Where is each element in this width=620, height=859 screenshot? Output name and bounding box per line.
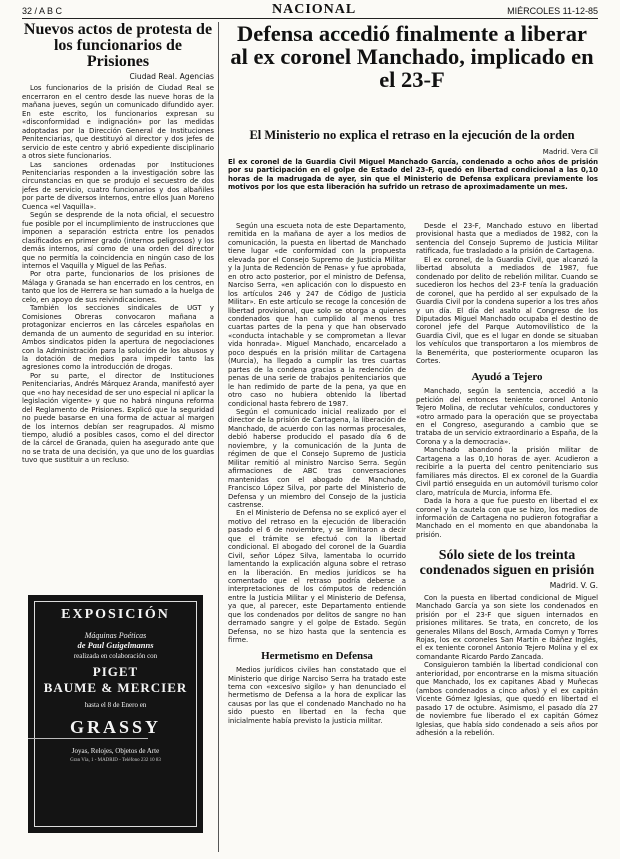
- page-number: 32 / A B C: [22, 6, 63, 16]
- ad-line: de Paul Guigelmanns: [77, 640, 154, 650]
- ad-address: Gran Vía, 1 - MADRID - Teléfono 232 10 83: [70, 758, 161, 763]
- side-paragraph: Con la puesta en libertad condicional de Miguel Manchado García ya son siete los condenados en prisión por el 23-F que siguen internados en prisiones militares. Se trata, en concreto, de los generales Milans del Bosch, Armada Comyn y Torres Rojas, los ex coroneles San Martín e Ibáñez Inglés, el ex teniente coronel Antonio Tejero Molina y el ex comandante Ricardo Pardo Zancada.: [416, 593, 598, 661]
- main-column-right: [416, 222, 598, 737]
- main-paragraph: En el Ministerio de Defensa no se explicó ayer el motivo del retraso en la ejecución de liberación pasado el 6 de noviembre, y se limitaron a decir que el trámite se efectuó con la libertad condicional. El abogado del coronel de la Guardia Civil, señor López Silva, lamentaba lo ocurrido lamentando la explicación alguna sobre el retraso en la liberación. En medios jurídicos se ha comentado que el retraso podría deberse a interpretaciones de los cómputos de redención entre la Justicia Militar y el Ministerio de Defensa, ya que, al parecer, este Departamento entiende que los condenados por delitos de sangre no han derramado sangre y el golpe de Estado. Según Defensa, no se hizo hasta que la sentencia es firme.: [228, 509, 406, 645]
- left-paragraph: Según se desprende de la nota oficial, el secuestro fue posible por el incumplimiento de instrucciones que imponen a separación estricta entre los penados clasificados en primer grado (internos peligrosos) y los demás internos, así como de una orden del director que no permitía la coincidencia en ningún caso de los internos el Vaquilla y Miguel de las Peñas.: [22, 211, 214, 270]
- main-lead: El ex coronel de la Guardia Civil Miguel Manchado García, condenado a ocho años de prisión por su participación en el golpe de Estado del 23-F, quedó en libertad condicional a las 0,10 horas de la madrugada de ayer, sin que el Ministerio de Defensa explicara previamente los motivos por los que esta liberación ha sufrido un retraso de aproximadamente un mes.: [228, 158, 598, 191]
- left-byline: Ciudad Real. Agencias: [129, 72, 214, 81]
- main-paragraph: Según una escueta nota de este Departamento, remitida en la mañana de ayer a los medios de comunicación, la puesta en libertad de Manchado tiene lugar «de conformidad con la propuesta elevada por el Consejo Supremo de Justicia Militar y la Junta de Redención de Penas» y fue aprobada, en otro acto posterior, por el ministro de Defensa, Narciso Serra, «en aplicación con lo dispuesto en los artículos 246 y 247 de Código de Justicia Militar». En este artículo se recoge la concesión de libertad provisional, que solo se otorga a quienes condenados que han cumplido al menos tres cuartas partes de la pena y que han observado «conducta intachable y se comprometan a llevar vida honrada». Miguel Manchado, encarcelado a poco después en la prisión militar de Cartagena (Murcia), ha llegado a cumplir las tres cuartas partes de la condena gracias a la redención de penas de una serie de trabajos penitenciarios que le han redimido de parte de la pena, ya que en otro caso no hubiera obtenido la libertad condicional hasta febrero de 1987.: [228, 222, 406, 408]
- left-paragraph: Los funcionarios de la prisión de Ciudad Real se encerraron en el centro desde las nueve horas de la mañana jueves, según un comunicado difundido ayer. En este escrito, los funcionarios expresan su «disconformidad e indignación» por las medidas adoptadas por la Dirección General de Instituciones Penitenciarias, que destituyó al director y dos jefes de servicio de este centro y abrió expediente disciplinario a otros siete funcionarios.: [22, 84, 214, 161]
- side-headline: Sólo siete de los treinta condenados siguen en prisión: [419, 548, 595, 579]
- side-paragraph: Consiguieron también la libertad condicional con anterioridad, por encontrarse en la misma situación que Manchado, los ex capitanes Abad y Muñecas (ambos condenados a cinco años) y el ex capitán Vicente Gómez Iglesias, que quedó en libertad el pasado 17 de octubre. Asimismo, el pasado día 27 de noviembre fue liberado el ex capitán Gómez Iglesias, que había sido condenado a seis años por adhesión a la rebelión.: [416, 661, 598, 738]
- ad-brand: PIGET: [92, 664, 139, 679]
- left-article: [22, 22, 214, 465]
- ad-line: Máquinas Poéticas: [84, 631, 147, 640]
- section-name: NACIONAL: [272, 2, 357, 17]
- left-headline: Nuevos actos de protesta de los funcionarios de Prisiones: [23, 22, 213, 70]
- ad-divider: [28, 738, 148, 739]
- side-byline: Madrid. V. G.: [549, 581, 598, 591]
- left-paragraph: Por otra parte, funcionarios de los prisiones de Málaga y Granada se han encerrado en los centros, en tanto que los de Herrera se han sumado a la huelga de celo, en apoyo de sus reivindicaciones.: [22, 270, 214, 304]
- main-paragraph: El ex coronel, de la Guardia Civil, que alcanzó la libertad absoluta a mediados de 1987, fue condenado por delito de rebelión militar. Cuando se sucedieron los hechos del 23-F tenía la graduación de coronel, que ha perdido al ser expulsado de la Guardia Civil por la condena superior a los tres años y un día. El día del asalto al Congreso de los Diputados Miguel Manchado ocupaba el destino de coronel jefe del Parque Automovilístico de la Guardia Civil, que es el lugar en donde se situaban los vehículos que transportaron a los miembros de la Benemérita, que posteriormente ocuparon las Cortes.: [416, 255, 598, 366]
- main-paragraph: Según el comunicado inicial realizado por el director de la prisión de Cartagena, la liberación de Manchado, de acuerdo con las normas procesales, debió haberse producido el pasado día 6 de noviembre, y la comunicación de la Junta de régimen de que el Consejo Supremo de Justicia Militar remitió al ministro Narciso Serra. Según afirmaciones de ABC tras conversaciones mantenidas con el abogado de Manchado, Francisco López Silva, por parte del Ministerio de Defensa y un miembro del Consejo de la justicia castrense.: [228, 407, 406, 509]
- main-column-middle: [228, 222, 406, 725]
- ad-brand: BAUME & MERCIER: [43, 680, 188, 695]
- ad-venue: GRASSY: [69, 717, 162, 737]
- left-paragraph: También los secciones sindicales de UGT y Comisiones Obreras convocaron mañana a protagonizar encierros en las cárceles españolas en demanda de un aumento de seguridad en su interior. Ambos sindicatos piden la apertura de negociaciones con la Administración para la solución de los abusos y la dotación de medios para impedir tanto las agresiones como la introducción de drogas.: [22, 304, 214, 372]
- ad-dates: hasta el 8 de Enero en: [84, 701, 147, 709]
- issue-date: MIÉRCOLES 11-12-85: [507, 6, 598, 16]
- column-divider: [218, 22, 219, 852]
- main-paragraph: Manchado abandonó la prisión militar de Cartagena a las 0,10 horas de ayer. Acudieron a recibirle a la puerta del centro penitenciario sus familiares más directos. El ex coronel de la Guardia Civil partió enseguida en un automóvil turismo color claro, matrícula de Murcia, informa Efe.: [416, 446, 598, 497]
- exhibition-advertisement: [28, 595, 203, 833]
- main-paragraph: Manchado, según la sentencia, accedió a la petición del entonces teniente coronel Antonio Tejero Molina, de reclutar vehículos, conductores y «otro armado para la operación que se proyectaba en el Congreso, asegurando a cambio que se trataba de un servicio extraordinario a España, de la Corona y a la democracia».: [416, 387, 598, 446]
- page-header: [22, 2, 598, 19]
- main-headline: Defensa accedió finalmente a liberar al ex coronel Manchado, implicado en el 23-F: [230, 21, 594, 92]
- ad-title: EXPOSICIÓN: [61, 607, 170, 622]
- main-paragraph: Desde el 23-F, Manchado estuvo en libertad provisional hasta que a mediados de 1982, con la sentencia del Consejo Supremo de Justicia Militar ratificada, fue trasladado a la prisión de Cartagena.: [416, 222, 598, 256]
- ad-tagline: Joyas, Relojes, Objetos de Arte: [71, 747, 160, 755]
- main-byline: Madrid. Vera Cil: [542, 148, 598, 156]
- ad-line: realizada en colaboración con: [73, 652, 158, 660]
- main-paragraph: Dada la hora a que fue puesto en libertad el ex coronel y la cautela con que se hizo, los medios de información de Cartagena no pudieron fotografiar a Manchado en el momento en que abandonaba la prisión.: [416, 497, 598, 539]
- left-paragraph: Las sanciones ordenadas por Instituciones Penitenciarias responden a la investigación sobre las circunstancias en que se produjo el secuestro de dos jefes de servicio, cuatro funcionarios y dos albañiles por parte de diversos internos, entre ellos Juan Moreno Cuenca «el Vaquilla».: [22, 160, 214, 211]
- left-paragraph: Por su parte, el director de Instituciones Penitenciarias, Andrés Márquez Aranda, manifestó ayer que «no hay necesidad de ser uno especial ni aplicar la legislación vigente» y que no habrá ninguna reforma del Reglamento de Prisiones. Explicó que la seguridad no puede basarse en una forma de actuar al margen de los internos debían ser reagrupados. Al mismo tiempo, aludió a posibles casos, como el del director de la cárcel de Granada, quien ha asegurado ante que no se trata de una decisión, ya que uno de los guardias tuvo que sustituir a un recluso.: [22, 371, 214, 465]
- main-paragraph: Medios jurídicos civiles han constatado que el Ministerio que dirige Narciso Serra ha tratado este tema con «excesivo sigilo» y han denunciado el hermetismo de Defensa a la hora de explicar las causas por las que el condenado Manchado no ha sido puesto en libertad en la fecha que inicialmente había previsto la justicia militar.: [228, 666, 406, 725]
- section-subheading: Hermetismo en Defensa: [261, 649, 373, 662]
- section-subheading: Ayudó a Tejero: [471, 370, 543, 383]
- main-subheadline: El Ministerio no explica el retraso en la ejecución de la orden: [249, 128, 575, 142]
